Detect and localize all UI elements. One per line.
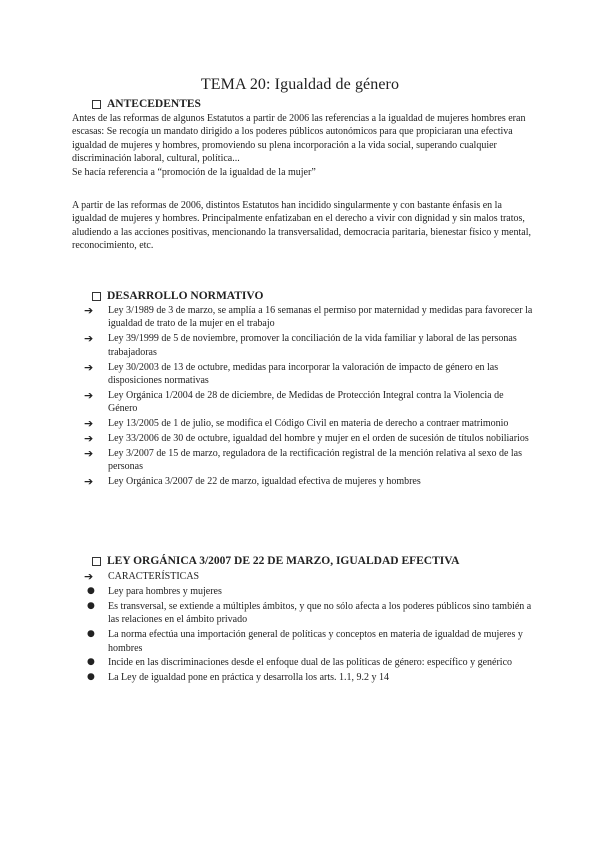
list-item: ● Incide en las discriminaciones desde el enfoque dual de las políticas de género: específico y genérico <box>87 657 513 669</box>
bullet-icon: ● <box>87 629 95 640</box>
bullet-icon: ● <box>87 585 95 596</box>
list-item: ➔ Ley 13/2005 de 1 de julio, se modifica el Código Civil en materia de derecho a contraer matrimonio <box>84 417 509 431</box>
checkbox-icon <box>92 292 101 301</box>
list-item: ● La Ley de igualdad pone en práctica y desarrolla los arts. 1.1, 9.2 y 14 <box>87 672 390 684</box>
arrow-right-icon: ➔ <box>84 388 94 402</box>
list-item: ➔ Ley 3/2007 de 15 de marzo, reguladora de la rectificación registral de la mención relativa al sexo de las personas <box>84 447 522 473</box>
list-item: ➔ Ley 30/2003 de 13 de octubre, medidas para incorporar la valoración de impacto de género en las disposiciones normativas <box>84 360 499 387</box>
arrow-right-icon: ➔ <box>84 570 94 583</box>
section-heading-ley-organica <box>92 555 459 567</box>
arrow-right-icon: ➔ <box>84 432 94 446</box>
checkbox-icon <box>92 557 101 566</box>
arrow-right-icon: ➔ <box>84 447 94 461</box>
ley-organica-list <box>84 570 534 686</box>
page-title: TEMA 20: Igualdad de género <box>200 76 400 93</box>
list-item: ➔ CARACTERÍSTICAS <box>84 570 200 583</box>
bullet-icon: ● <box>87 657 95 668</box>
antecedentes-paragraph-2 <box>72 199 532 253</box>
section-heading-antecedentes <box>92 98 201 110</box>
list-item: ➔ Ley Orgánica 1/2004 de 28 de diciembre, de Medidas de Protección Integral contra la Violencia de Género <box>84 388 504 415</box>
section-heading-desarrollo <box>92 290 263 302</box>
list-item: ● Ley para hombres y mujeres <box>87 585 222 597</box>
section-heading-text: ANTECEDENTES <box>107 98 201 110</box>
desarrollo-list <box>84 304 534 490</box>
arrow-right-icon: ➔ <box>84 304 94 317</box>
list-item: ➔ Ley 39/1999 de 5 de noviembre, promover la conciliación de la vida familiar y laboral de las personas trabajadoras <box>84 332 517 358</box>
bullet-icon: ● <box>87 600 95 611</box>
antecedentes-paragraph-1 <box>72 112 532 179</box>
arrow-right-icon: ➔ <box>84 360 94 374</box>
paragraph-text: A partir de las reformas de 2006, distintos Estatutos han incidido singularmente y con bastante énfasis en la igualdad de mujeres y hombres. Principalmente enfatizaban en el derecho a vivir con dignidad y sin malos tratos, aludiendo a las acciones positivas, mencionando la transversalidad, democracia paritaria, bienestar físico y mental, reconocimiento, etc. <box>72 200 531 252</box>
section-heading-text: LEY ORGÁNICA 3/2007 DE 22 DE MARZO, IGUALDAD EFECTIVA <box>107 555 460 567</box>
list-item: ● La norma efectúa una importación general de políticas y conceptos en materia de igualdad de mujeres y hombres <box>87 629 523 654</box>
checkbox-icon <box>92 100 101 109</box>
list-item: ➔ Ley 33/2006 de 30 de octubre, igualdad del hombre y mujer en el orden de sucesión de títulos nobiliarios <box>84 432 529 446</box>
arrow-right-icon: ➔ <box>84 475 94 489</box>
paragraph-text: Antes de las reformas de algunos Estatutos a partir de 2006 las referencias a la igualdad de mujeres hombres eran escasas: Se recogía un mandato dirigido a los poderes públicos autonómicos para que propiciaran una efectiva igualdad de mujeres y hombres, promoviendo su plena incorporación a la vida social, superando cualquier discriminación laboral, cultural, política... <box>72 113 526 165</box>
arrow-right-icon: ➔ <box>84 417 94 431</box>
paragraph-text: Se hacía referencia a “promoción de la igualdad de la mujer” <box>72 166 316 178</box>
list-item: ➔ Ley Orgánica 3/2007 de 22 de marzo, igualdad efectiva de mujeres y hombres <box>84 475 421 489</box>
list-item: ● Es transversal, se extiende a múltiples ámbitos, y que no sólo afecta a los poderes públicos sino también a las relaciones en el ámbito privado <box>87 600 532 626</box>
bullet-icon: ● <box>87 672 95 683</box>
list-item: ➔ Ley 3/1989 de 3 de marzo, se amplía a 16 semanas el permiso por maternidad y medidas para favorecer la igualdad de trato de la mujer en el trabajo <box>84 304 533 330</box>
section-heading-text: DESARROLLO NORMATIVO <box>107 290 264 302</box>
arrow-right-icon: ➔ <box>84 332 94 346</box>
